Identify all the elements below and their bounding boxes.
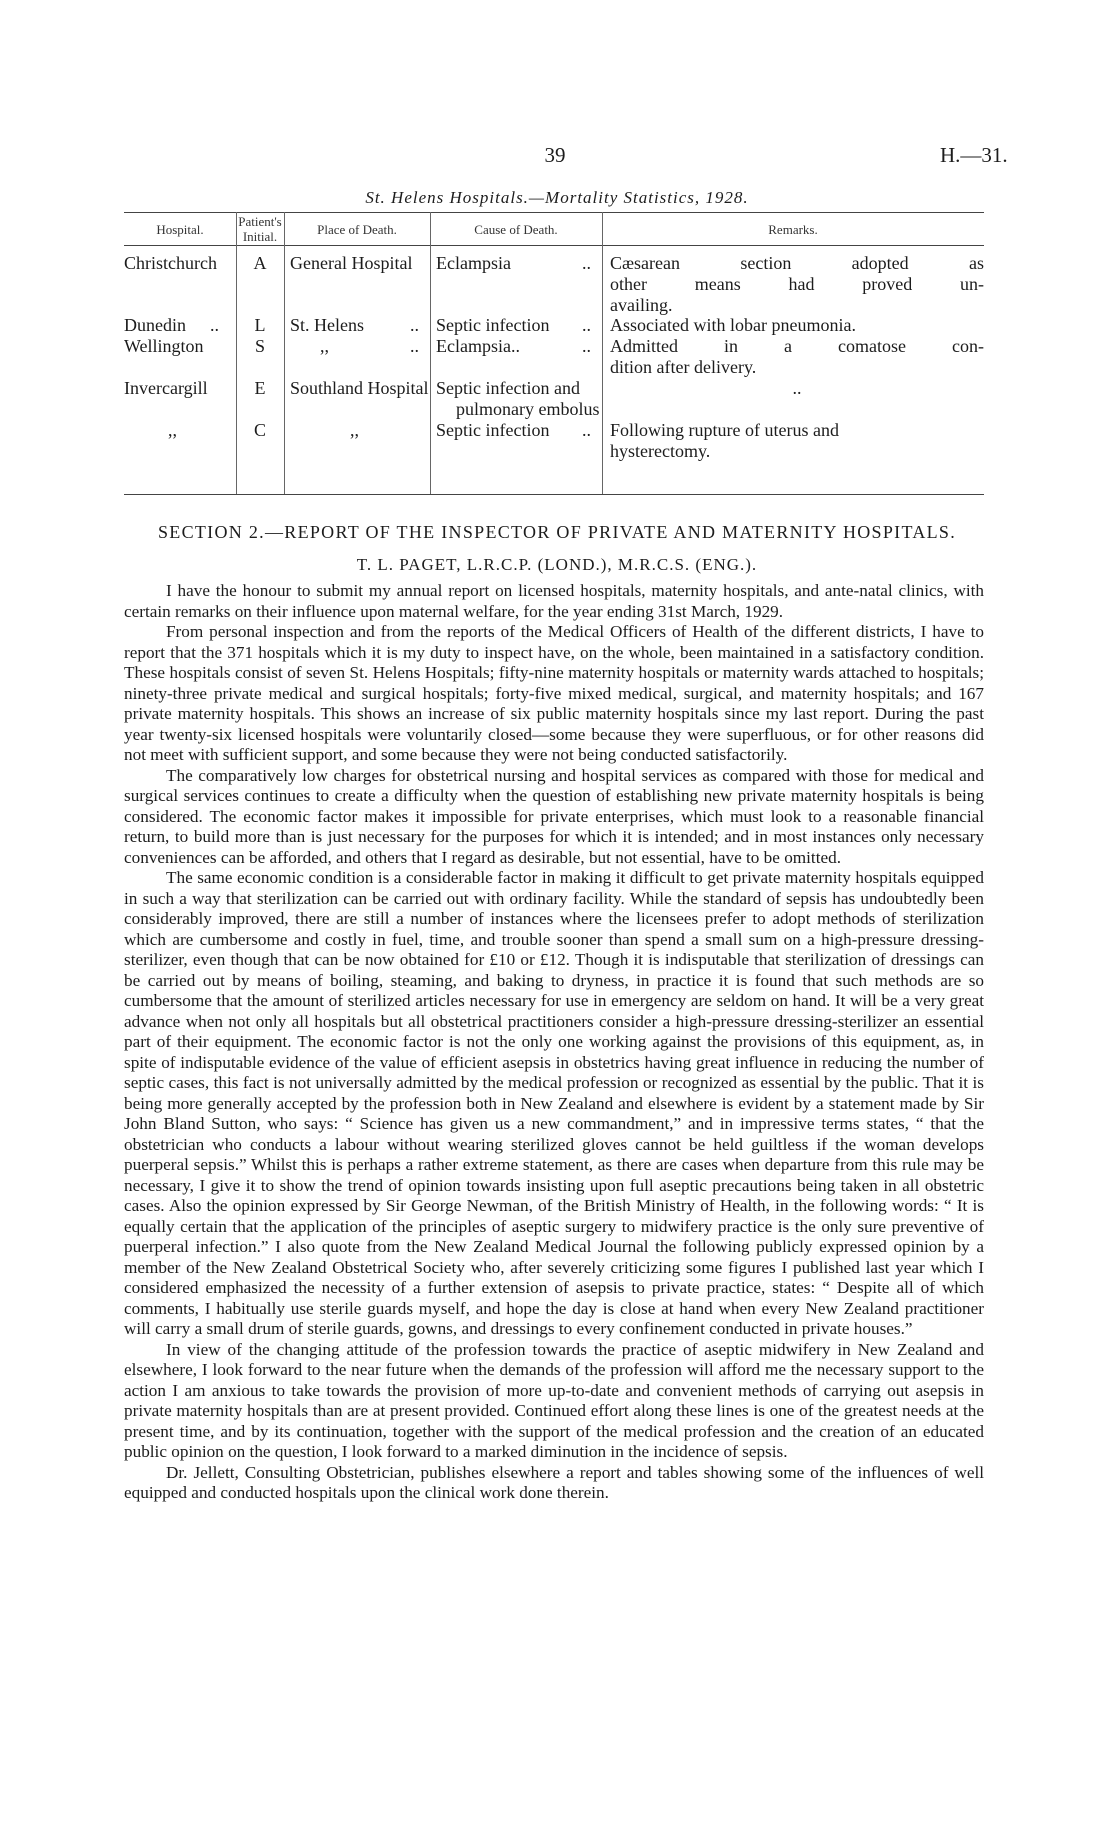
cell-hospital-dots: ..	[210, 315, 219, 335]
cell-place: ,,	[350, 420, 359, 440]
cell-cause	[436, 378, 599, 420]
remarks-line: Admitted in a comatose con-	[610, 336, 984, 356]
table-col-divider	[602, 212, 603, 494]
paragraph: The comparatively low charges for obstetrical nursing and hospital services as compared with those for medical and surgical services continues to create a difficulty when the question of establishing new private maternity hospitals is being considered. The economic factor makes it impossible for private enterprises, which must look to a reasonable financial return, to build more than is just necessary for the purposes for which it is intended; and in most instances only necessary conveniences can be afforded, and others that I regard as desirable, but not essential, have to be omitted.	[124, 765, 984, 867]
mortality-table	[124, 212, 984, 507]
paragraph: Dr. Jellett, Consulting Obstetrician, publishes elsewhere a report and tables showing some of the influences of well equipped and conducted hospitals upon the clinical work done therein.	[124, 1462, 984, 1502]
remarks-line: Associated with lobar pneumonia.	[610, 315, 856, 335]
table-header-rule	[124, 245, 984, 246]
cell-remarks	[610, 336, 984, 378]
header-initial-line: Initial.	[242, 229, 278, 244]
cell-hospital: Christchurch	[124, 253, 217, 273]
cell-cause-dots: ..	[582, 253, 591, 273]
cell-remarks	[610, 378, 984, 399]
cell-place: General Hospital	[290, 253, 413, 273]
cell-initial: E	[254, 378, 266, 398]
header-initial-line: Patient's	[238, 214, 282, 229]
header-place: Place of Death.	[317, 222, 397, 237]
cell-hospital: ,,	[168, 420, 177, 440]
remarks-line: other means had proved un-	[610, 274, 984, 294]
cell-cause-dots: ..	[582, 336, 591, 356]
cell-place: ,,	[320, 336, 329, 356]
cell-place: St. Helens	[290, 315, 364, 335]
header-hospital: Hospital.	[156, 222, 204, 237]
paragraph: I have the honour to submit my annual report on licensed hospitals, maternity hospitals, and ante-natal clinics, with certain remarks on their influence upon maternal welfare, for the year ending 31st March, 1929.	[124, 581, 984, 621]
remarks-line: hysterectomy.	[610, 441, 711, 461]
cause-line: Septic infection and	[436, 378, 580, 398]
document-reference: H.—31.	[940, 143, 1008, 167]
header-initial	[236, 214, 284, 244]
cell-initial: A	[253, 253, 267, 273]
cause-line: pulmonary embolus	[456, 399, 600, 419]
paragraph: From personal inspection and from the reports of the Medical Officers of Health of the different districts, I have to report that the 371 hospitals which it is my duty to inspect have, on the whole, been maintained in a satisfactory condition. These hospitals consist of seven St. Helens Hospitals; fifty-nine maternity hospitals or maternity wards attached to hospitals; ninety-three private medical and surgical hospitals; forty-five mixed medical, surgical, and maternity hospitals; and 167 private maternity hospitals. This shows an increase of six public maternity hospitals since my last report. During the past year twenty-six licensed hospitals were voluntarily closed—some because they were superfluous, or for other reasons did not meet with sufficient support, and some because they were not being conducted satisfactorily.	[124, 622, 984, 764]
header-cause: Cause of Death.	[474, 222, 558, 237]
cell-hospital: Wellington	[124, 336, 204, 356]
cell-cause: Septic infection	[436, 315, 550, 335]
remarks-line: Cæsarean section adopted as	[610, 253, 984, 273]
remarks-line: availing.	[610, 295, 673, 315]
cell-cause: Septic infection	[436, 420, 550, 440]
cell-remarks	[610, 420, 984, 462]
cell-hospital: Dunedin	[124, 315, 186, 335]
header-remarks: Remarks.	[768, 222, 818, 237]
cell-initial: L	[254, 315, 266, 335]
paragraph: The same economic condition is a considerable factor in making it difficult to get private maternity hospitals equipped in such a way that sterilization can be carried out with ordinary facility. While the standard of sepsis has undoubtedly been considerably improved, there are still a number of instances where the licensees prefer to adopt methods of sterilization which are cumbersome and costly in fuel, time, and trouble sooner than spend a small sum on a high-pressure dressing-sterilizer, even though that can be now obtained for £10 or £12. Though it is indisputable that sterilization of dressings can be carried out by means of boiling, steaming, and baking to dryness, in practice it is found that such methods are so cumbersome that the amount of sterilized articles necessary for use in emergency are seldom on hand. It will be a very great advance when not only all hospitals but all obstetrical practitioners consider a high-pressure dressing-sterilizer an essential part of their equipment. The economic factor is not the only one working against the provisions of this equipment, as, in spite of indisputable evidence of the value of efficient asepsis in obstetrics having great influence in reducing the number of septic cases, this fact is not universally admitted by the medical profession or recognized as essential by the public. That it is being more generally accepted by the profession both in New Zealand and elsewhere is evident by a statement made by Sir John Bland Sutton, who says: “ Science has given us a new commandment,” and in impressive terms states, “ that the obstetrician who conducts a labour without wearing sterilized gloves cannot be held guiltless if the woman develops puerperal sepsis.” Whilst this is perhaps a rather extreme statement, as there are cases when departure from this rule may be necessary, I give it to show the trend of opinion towards insisting upon full aseptic precautions being taken in all obstetric cases. Also the opinion expressed by Sir George Newman, of the British Ministry of Health, in the following words: “ It is equally certain that the application of the principles of aseptic surgery to midwifery practice is the only sure preventive of puerperal infection.” I also quote from the New Zealand Medical Journal the following publicly expressed opinion by a member of the New Zealand Obstetrical Society who, after severely criticizing some figures I published last year which I considered emphasized the necessity of a further extension of asepsis to private practice, states: “ Despite all of which comments, I habitually use sterile guards myself, and hope the day is close at hand when every New Zealand practitioner will carry a small drum of sterile guards, gowns, and dressings to every confinement conducted in private houses.”	[124, 868, 984, 1338]
cell-place-dots: ..	[410, 336, 419, 356]
remarks-line: dition after delivery.	[610, 357, 757, 377]
remarks-line: Following rupture of uterus and	[610, 420, 839, 440]
cell-remarks	[610, 315, 984, 336]
cell-cause: Eclampsia	[436, 253, 511, 273]
table-title: St. Helens Hospitals.—Mortality Statistics, 1928.	[365, 188, 749, 207]
table-col-divider	[430, 212, 431, 494]
page-number: 39	[544, 143, 566, 167]
table-col-divider	[284, 212, 285, 494]
cell-place: Southland Hospital	[290, 378, 429, 398]
cell-cause-dots: ..	[582, 420, 591, 440]
cell-hospital: Invercargill	[124, 378, 208, 398]
cell-initial: C	[253, 420, 266, 440]
remarks-line: ..	[792, 378, 802, 398]
section-heading: SECTION 2.—REPORT OF THE INSPECTOR OF PRIVATE AND MATERNITY HOSPITALS.	[157, 522, 957, 542]
table-bottom-rule	[124, 494, 984, 495]
table-top-rule	[124, 212, 984, 213]
cell-initial: S	[254, 336, 265, 356]
report-author: T. L. PAGET, L.R.C.P. (LOND.), M.R.C.S. (ENG.).	[356, 555, 758, 574]
paragraph: In view of the changing attitude of the profession towards the practice of aseptic midwifery in New Zealand and elsewhere, I look forward to the near future when the demands of the profession will afford me the necessary support to the action I am anxious to take towards the provision of more up-to-date and convenient methods of carrying out asepsis in private maternity hospitals than are at present provided. Continued effort along these lines is one of the greatest needs at the present time, and by its continuation, together with the support of the medical profession and the creation of an educated public opinion on the question, I look forward to a marked diminution in the incidence of sepsis.	[124, 1339, 984, 1461]
cell-remarks	[610, 253, 984, 316]
cell-place-dots: ..	[410, 315, 419, 335]
cell-cause-dots: ..	[582, 315, 591, 335]
cell-cause: Eclampsia..	[436, 336, 520, 356]
report-body	[124, 581, 984, 1504]
